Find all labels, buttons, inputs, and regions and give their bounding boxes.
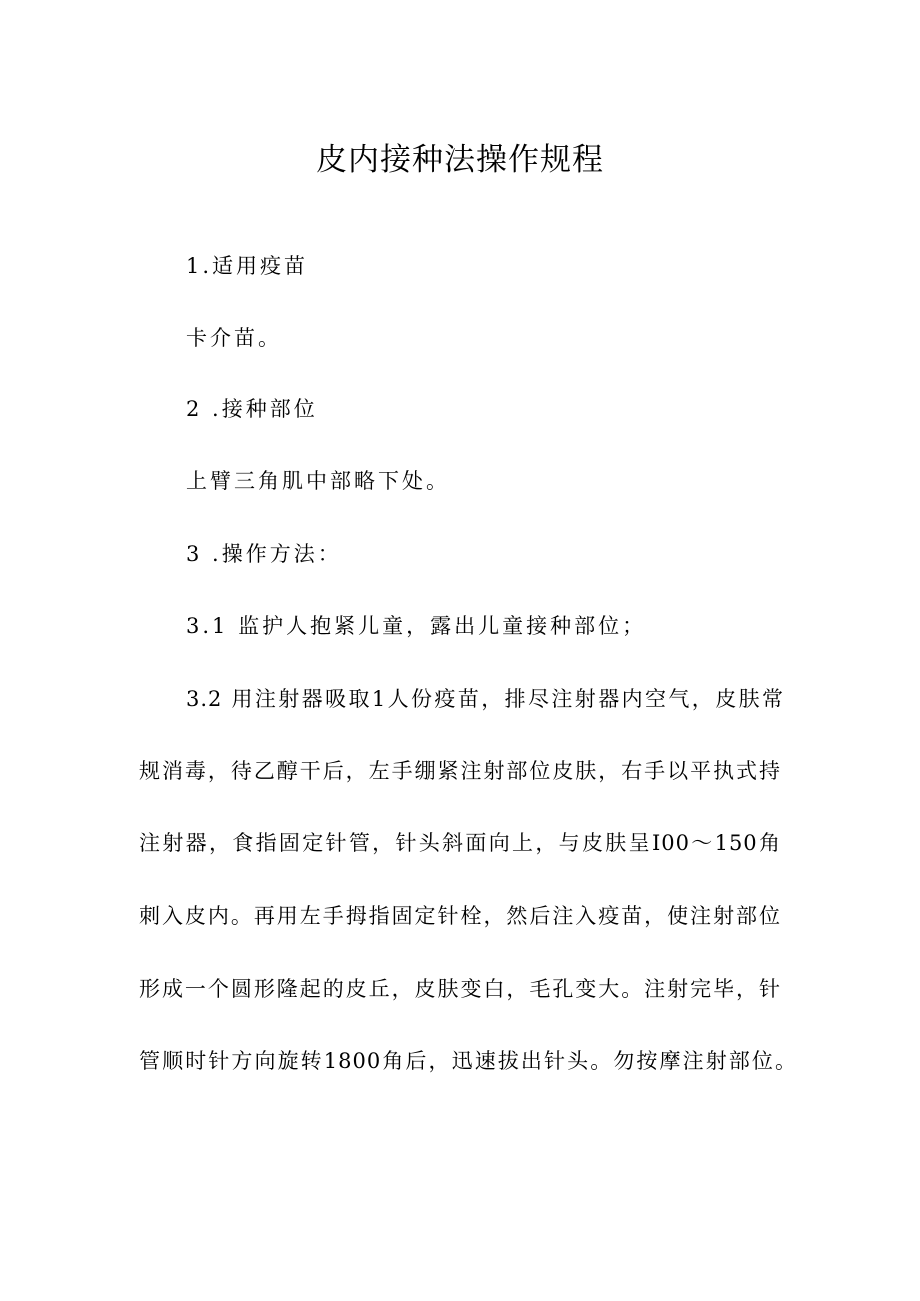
vaccine-text: 卡介苗。	[186, 326, 282, 350]
step-3-1: 3.1 监护人抱紧儿童，露出儿童接种部位；	[186, 614, 647, 638]
site-text: 上臂三角肌中部略下处。	[186, 469, 450, 493]
page-title: 皮内接种法操作规程	[316, 142, 604, 178]
step-3-2-line-1: 3.2 用注射器吸取1人份疫苗，排尽注射器内空气，皮肤常	[186, 687, 784, 711]
step-3-2-line-2: 规消毒，待乙醇干后，左手绷紧注射部位皮肤，右手以平执式持	[139, 759, 781, 783]
step-3-2-line-5: 形成一个圆形隆起的皮丘，皮肤变白，毛孔变大。注射完毕，针	[139, 977, 781, 1001]
section-heading-method: 3 .操作方法：	[186, 542, 342, 566]
section-heading-site: 2 .接种部位	[186, 397, 318, 421]
step-3-2-line-4: 刺入皮内。再用左手拇指固定针栓，然后注入疫苗，使注射部位	[139, 904, 781, 928]
step-3-2-line-6: 管顺时针方向旋转1800角后，迅速拔出针头。勿按摩注射部位。	[139, 1049, 797, 1073]
section-heading-vaccine: 1.适用疫苗	[186, 254, 309, 278]
step-3-2-line-3: 注射器，食指固定针管，针头斜面向上，与皮肤呈I00～150角	[139, 831, 781, 855]
